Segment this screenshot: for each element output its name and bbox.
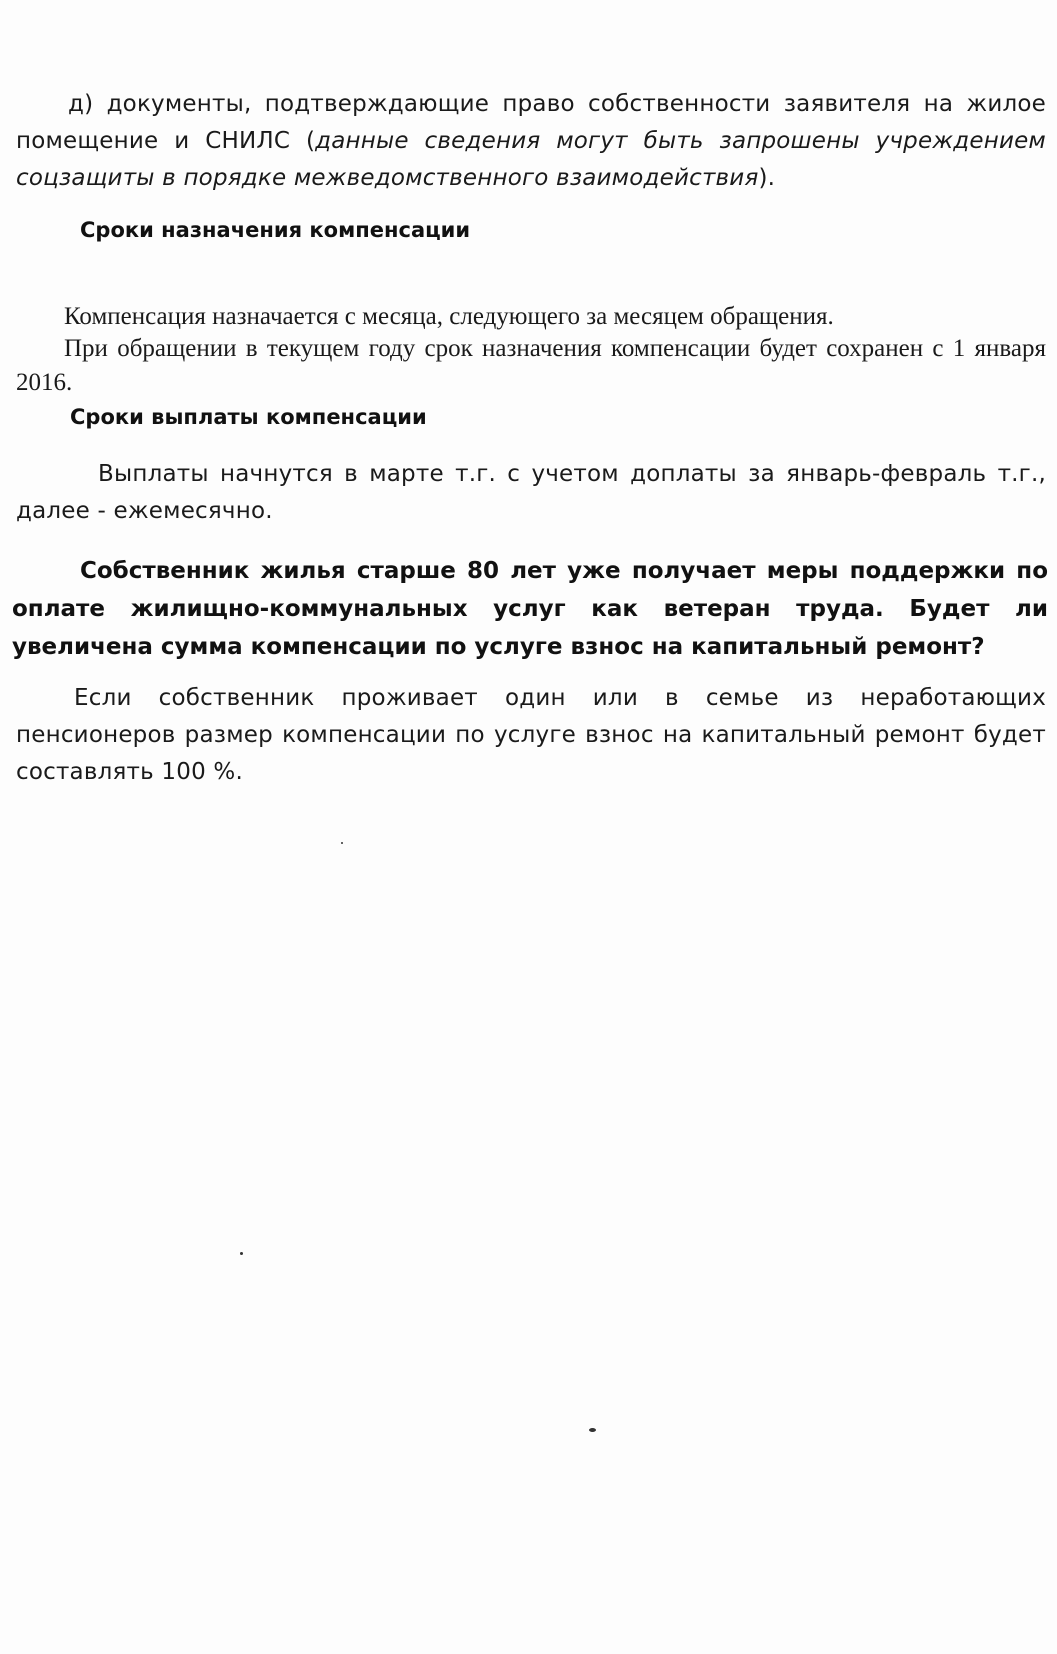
- scan-speck: [341, 842, 343, 844]
- question-paragraph: Собственник жилья старше 80 лет уже получает меры поддержки по оплате жилищно-коммунальных услуг как ветеран труда. Будет ли увеличена сумма компенсации по услуге взнос на капитальный ремонт?: [12, 558, 1048, 660]
- documents-paragraph-tail: ).: [758, 165, 776, 191]
- assignment-line-2: При обращении в текущем году срок назначения компенсации будет сохранен с 1 января 2016.: [16, 335, 1046, 396]
- documents-paragraph-lead: д) документы, подтверждающие право собственности заявителя на жилое помещение и СНИЛС (: [16, 91, 1046, 154]
- documents-paragraph-italic: данные сведения могут быть запрошены учреждением соцзащиты в порядке межведомственного взаимодействия: [16, 128, 1046, 191]
- documents-paragraph: [16, 86, 1046, 197]
- payment-paragraph: Выплаты начнутся в марте т.г. с учетом доплаты за январь-февраль т.г., далее - ежемесячно.: [16, 461, 1046, 524]
- answer-paragraph: Если собственник проживает один или в семье из неработающих пенсионеров размер компенсации по услуге взнос на капитальный ремонт будет составлять 100 %.: [16, 685, 1046, 785]
- heading-payment-terms: Сроки выплаты компенсации: [70, 405, 427, 429]
- heading-assignment-terms: Сроки назначения компенсации: [80, 218, 471, 242]
- scan-speck: [589, 1428, 596, 1432]
- scan-speck: [240, 1252, 243, 1255]
- assignment-line-1: Компенсация назначается с месяца, следующего за месяцем обращения.: [64, 303, 834, 330]
